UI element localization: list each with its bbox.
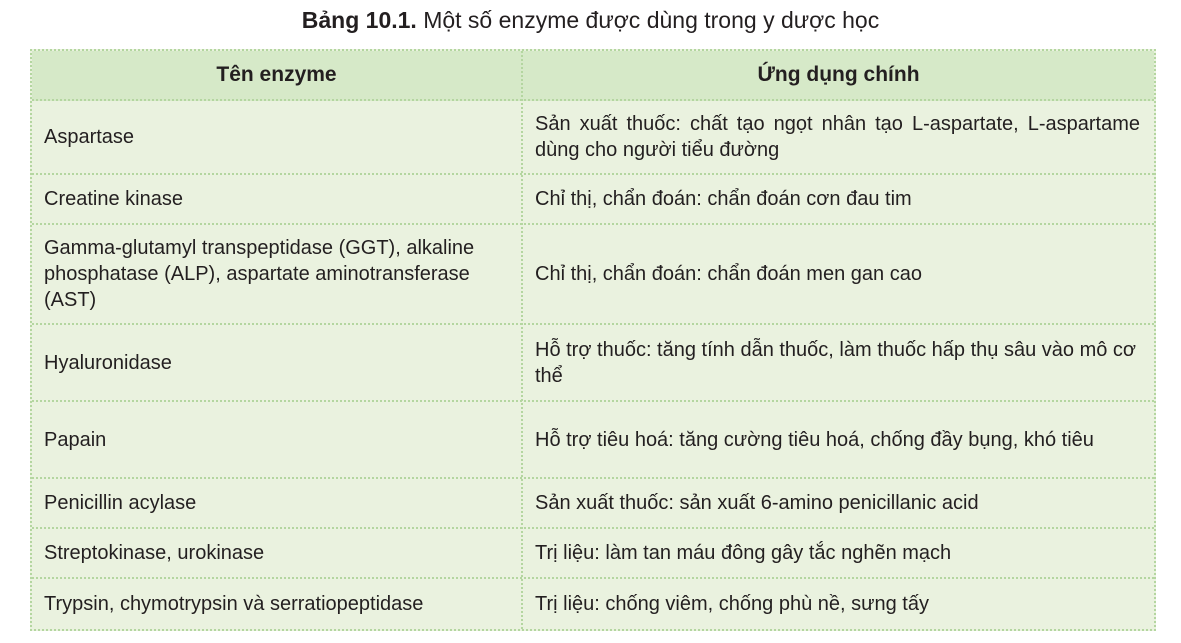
table-row xyxy=(32,225,1154,325)
table-row xyxy=(32,479,1154,529)
enzyme-application: Sản xuất thuốc: chất tạo ngọt nhân tạo L-aspartate, L-aspartame dùng cho người tiểu đường xyxy=(535,113,1140,161)
table-row xyxy=(32,101,1154,175)
table-header-row xyxy=(32,51,1154,101)
caption-label: Bảng 10.1. xyxy=(301,7,417,33)
enzyme-name: Papain xyxy=(44,428,107,451)
header-enzyme-name: Tên enzyme xyxy=(216,63,337,86)
enzyme-name: Penicillin acylase xyxy=(44,492,197,514)
enzyme-application: Hỗ trợ tiêu hoá: tăng cường tiêu hoá, chống đầy bụng, khó tiêu xyxy=(535,428,1094,451)
table-caption xyxy=(0,3,1181,37)
table-row xyxy=(32,579,1154,629)
enzyme-name: Hyaluronidase xyxy=(44,351,172,374)
table-row xyxy=(32,325,1154,402)
enzyme-application: Chỉ thị, chẩn đoán: chẩn đoán cơn đau tim xyxy=(535,188,912,210)
enzyme-name: Creatine kinase xyxy=(44,188,183,210)
enzyme-table xyxy=(30,49,1156,631)
caption-text: Một số enzyme được dùng trong y dược học xyxy=(423,7,880,33)
enzyme-application: Trị liệu: chống viêm, chống phù nề, sưng tấy xyxy=(535,593,929,615)
enzyme-application: Sản xuất thuốc: sản xuất 6-amino penicillanic acid xyxy=(535,492,979,514)
column-divider xyxy=(521,51,523,629)
header-main-application: Ứng dụng chính xyxy=(757,63,920,86)
enzyme-name: Trypsin, chymotrypsin và serratiopeptidase xyxy=(44,593,424,615)
enzyme-application: Hỗ trợ thuốc: tăng tính dẫn thuốc, làm thuốc hấp thụ sâu vào mô cơ thể xyxy=(535,338,1137,387)
table-row xyxy=(32,529,1154,579)
enzyme-name: Aspartase xyxy=(44,126,135,148)
table-row xyxy=(32,402,1154,479)
enzyme-name: Streptokinase, urokinase xyxy=(44,542,265,564)
enzyme-application: Chỉ thị, chẩn đoán: chẩn đoán men gan cao xyxy=(535,263,922,285)
table-row xyxy=(32,175,1154,225)
enzyme-name: Gamma-glutamyl transpeptidase (GGT), alkaline phosphatase (ALP), aspartate aminotransferase (AST) xyxy=(44,237,475,311)
enzyme-application: Trị liệu: làm tan máu đông gây tắc nghẽn mạch xyxy=(535,542,952,564)
